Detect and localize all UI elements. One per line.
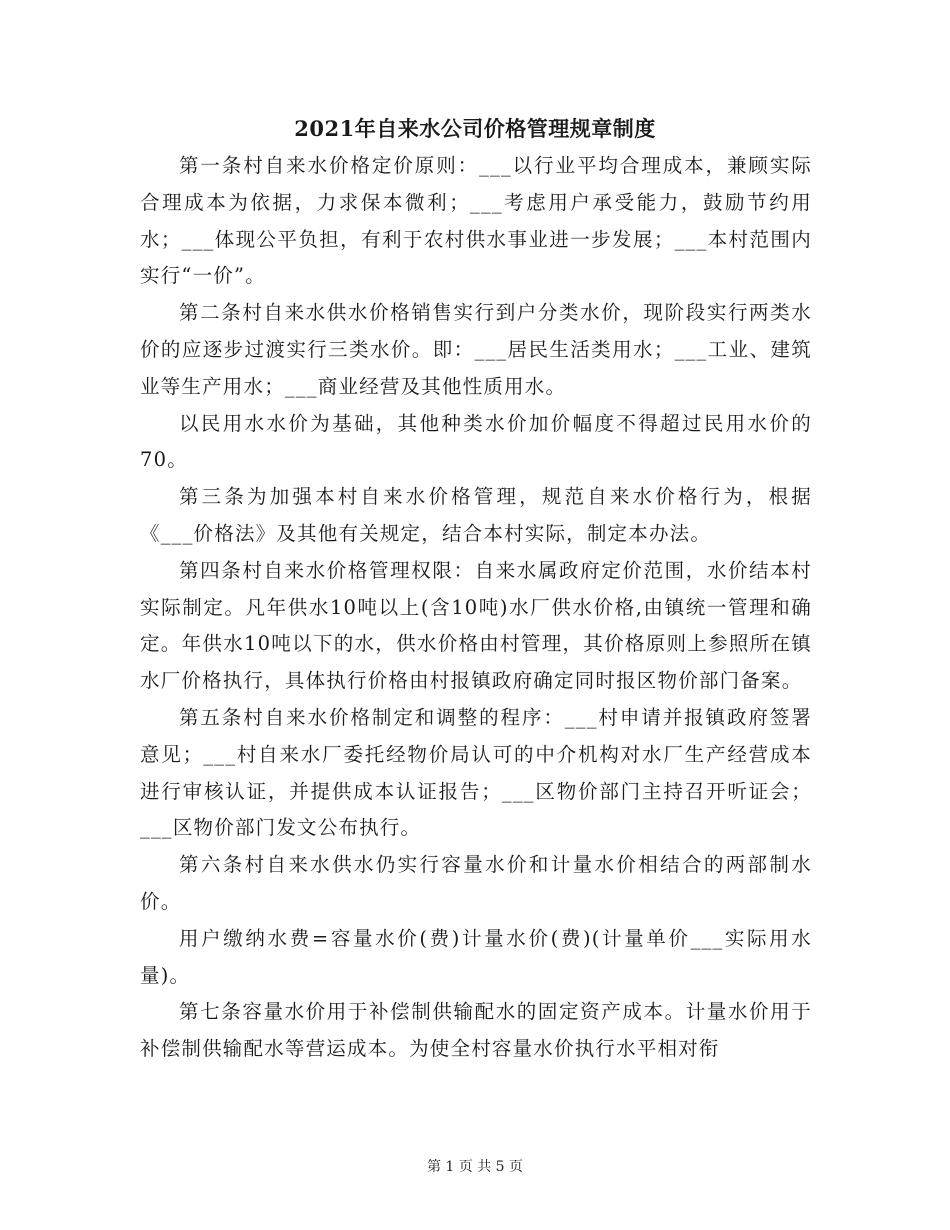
paragraph-price-basis: 以民用水水价为基础，其他种类水价加价幅度不得超过民用水价的70。: [140, 411, 812, 472]
paragraph-article-1: 第一条村自来水价格定价原则：___以行业平均合理成本，兼顾实际合理成本为依据，力求保本微利；___考虑用户承受能力，鼓励节约用水；___体现公平负担，有利于农村供水事业进一步发展；___本村范围内实行“一价”。: [140, 154, 812, 288]
document-body: [140, 148, 812, 1068]
paragraph-article-7: 第七条容量水价用于补偿制供输配水的固定资产成本。计量水价用于补偿制供输配水等营运成本。为使全村容量水价执行水平相对衔: [140, 1000, 812, 1061]
document-title: 2021年自来水公司价格管理规章制度: [294, 116, 656, 141]
paragraph-article-2: 第二条村自来水供水价格销售实行到户分类水价，现阶段实行两类水价的应逐步过渡实行三类水价。即：___居民生活类用水；___工业、建筑业等生产用水；___商业经营及其他性质用水。: [140, 301, 812, 398]
paragraph-water-fee-formula: 用户缴纳水费=容量水价(费)计量水价(费)(计量单价___实际用水量)。: [140, 926, 812, 987]
paragraph-article-4: 第四条村自来水价格管理权限：自来水属政府定价范围，水价结本村实际制定。凡年供水10吨以上(含10吨)水厂供水价格,由镇统一管理和确定。年供水10吨以下的水，供水价格由村管理，其价格原则上参照所在镇水厂价格执行，具体执行价格由村报镇政府确定同时报区物价部门备案。: [140, 558, 812, 693]
paragraph-article-6: 第六条村自来水供水仍实行容量水价和计量水价相结合的两部制水价。: [140, 853, 812, 913]
paragraph-article-3: 第三条为加强本村自来水价格管理，规范自来水价格行为，根据《___价格法》及其他有关规定，结合本村实际，制定本办法。: [140, 485, 812, 545]
paragraph-article-5: 第五条村自来水价格制定和调整的程序：___村申请并报镇政府签署意见；___村自来水厂委托经物价局认可的中介机构对水厂生产经营成本进行审核认证，并提供成本认证报告；___区物价部门主持召开听证会；___区物价部门发文公布执行。: [140, 705, 812, 840]
page-number-footer: 第 1 页 共 5 页: [426, 1159, 524, 1175]
